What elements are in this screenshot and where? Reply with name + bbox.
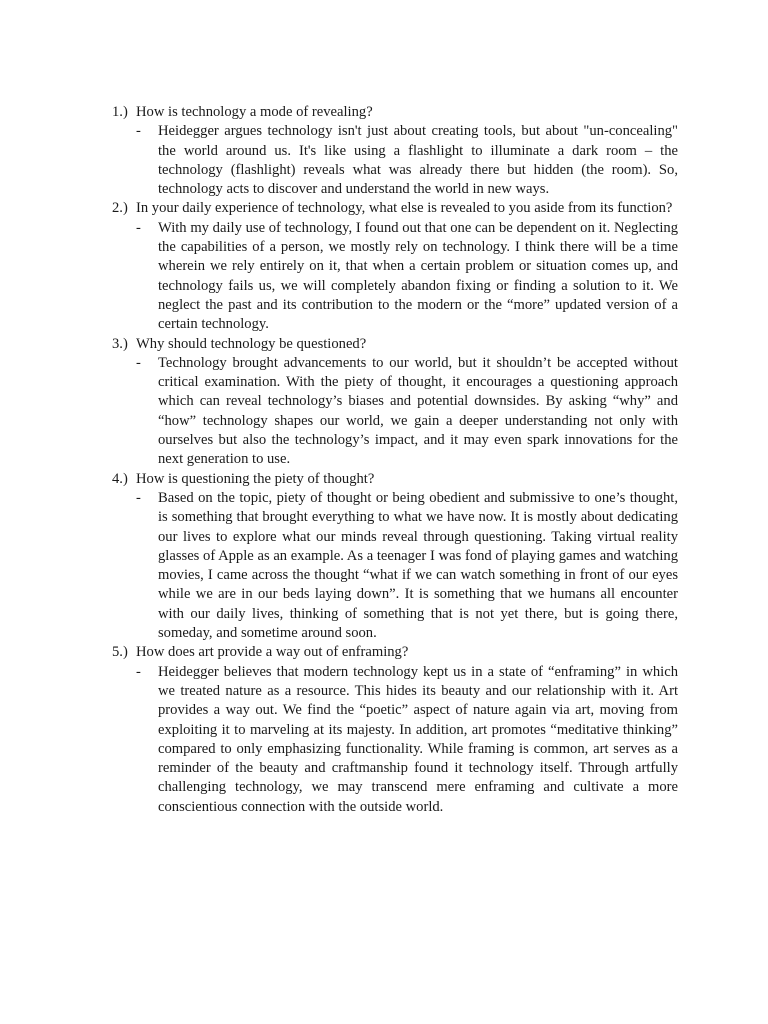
question-number: 2.) xyxy=(112,200,128,217)
answer-3 xyxy=(112,354,678,470)
question-text: How does art provide a way out of enframing? xyxy=(136,644,409,661)
bullet-dash: - xyxy=(136,354,141,371)
answer-text: Based on the topic, piety of thought or being obedient and submissive to one’s thought, is something that brought everything to what we have now. It is mostly about dedicating our lives to explore what our minds reveal through questioning. Taking virtual reality glasses of Apple as an example. As a teenager I was fond of playing games and watching movies, I came across the thought “what if we can watch something in front of our eyes while we are in our beds laying down”. It is something that we humans all encounter with our daily lives, thinking of something that is not yet there, but is going there, someday, and sometime around soon. xyxy=(158,489,678,642)
question-number: 5.) xyxy=(112,644,128,661)
question-number: 1.) xyxy=(112,104,128,120)
question-text: Why should technology be questioned? xyxy=(136,335,367,352)
answer-text: With my daily use of technology, I found out that one can be dependent on it. Neglecting the capabilities of a person, we mostly rely on technology. I think there will be a time wherein we rely entirely on it, that when a certain problem or situation comes up, and technology fails us, we will completely abandon fixing or finding a solution to it. We neglect the past and its contribution to the modern or the “more” updated version of a certain technology. xyxy=(158,219,678,333)
answer-1 xyxy=(112,122,678,199)
bullet-dash: - xyxy=(136,663,141,680)
question-1 xyxy=(112,103,678,122)
bullet-dash: - xyxy=(136,123,141,140)
answer-text: Heidegger argues technology isn't just about creating tools, but about "un-concealing" the world around us. It's like using a flashlight to illuminate a dark room – the technology (flashlight) reveals what was already there but hidden (the room). So, technology acts to discover and understand the world in new ways. xyxy=(158,123,678,198)
answer-2 xyxy=(112,219,678,335)
answer-text: Heidegger believes that modern technology kept us in a state of “enframing” in which we treated nature as a resource. This hides its beauty and our relationship with it. Art provides a way out. We find the “poetic” aspect of nature again via art, moving from exploiting it to marveling at its majesty. In addition, art promotes “meditative thinking” compared to only emphasizing functionality. While framing is common, art serves as a reminder of the beauty and craftmanship found it technology itself. Through artfully challenging technology, we may transcend mere enframing and cultivate a more conscientious connection with the outside world. xyxy=(158,663,678,815)
answer-text: Technology brought advancements to our world, but it shouldn’t be accepted without critical examination. With the piety of thought, it encourages a questioning approach which can reveal technology’s biases and potential downsides. By asking “why” and “how” technology shapes our world, we gain a deeper understanding not only with ourselves but also the technology’s impact, and it may even spark innovations for the next generation to use. xyxy=(158,354,678,468)
question-text: How is technology a mode of revealing? xyxy=(136,104,373,120)
question-3 xyxy=(112,335,678,354)
question-text: In your daily experience of technology, what else is revealed to you aside from its function? xyxy=(136,200,673,217)
question-text: How is questioning the piety of thought? xyxy=(136,470,375,487)
answer-5 xyxy=(112,663,678,817)
question-number: 4.) xyxy=(112,470,128,487)
bullet-dash: - xyxy=(136,219,141,236)
question-2 xyxy=(112,199,678,218)
question-5 xyxy=(112,643,678,662)
answer-4 xyxy=(112,489,678,643)
question-4 xyxy=(112,470,678,489)
document-body xyxy=(112,103,678,817)
bullet-dash: - xyxy=(136,489,141,506)
question-number: 3.) xyxy=(112,335,128,352)
